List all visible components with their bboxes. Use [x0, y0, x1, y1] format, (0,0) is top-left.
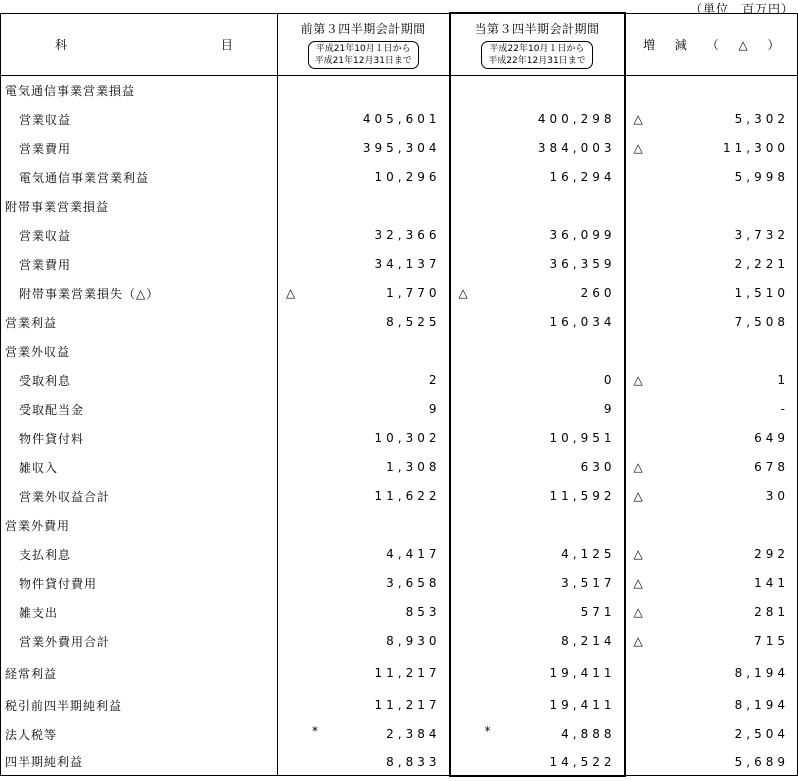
curr-range-end: 平成22年12月31日まで [488, 56, 586, 66]
curr-value-cell [450, 395, 625, 424]
prev-value-cell [278, 482, 450, 511]
prev-value-cell [278, 569, 450, 598]
curr-value-cell [450, 76, 625, 105]
row-label: 物件貸付料 [1, 424, 278, 453]
curr-value: 36,099 [549, 228, 616, 242]
curr-value-cell [450, 192, 625, 221]
note-asterisk: * [312, 723, 318, 738]
change-value-cell [625, 366, 798, 395]
change-value-cell [625, 221, 798, 250]
prev-value-cell [278, 221, 450, 250]
prev-value-cell [278, 720, 450, 749]
change-value: 281 [754, 605, 789, 619]
prev-value-cell [278, 134, 450, 163]
change-value: 292 [754, 547, 789, 561]
change-header-4: △ [738, 37, 748, 52]
prev-value: 8,930 [386, 634, 441, 648]
change-value: 1 [777, 373, 789, 387]
row-label: 電気通信事業営業損益 [1, 76, 278, 105]
prev-value-cell [278, 366, 450, 395]
row-label: 営業外収益合計 [1, 482, 278, 511]
negative-mark: △ [633, 576, 643, 590]
prev-value: 405,601 [362, 112, 441, 126]
row-label: 電気通信事業営業利益 [1, 163, 278, 192]
prev-value: 2,384 [386, 727, 441, 741]
negative-mark: △ [633, 489, 643, 503]
row-label: 四半期純利益 [1, 749, 278, 776]
table-row [1, 366, 798, 395]
unit-label: （単位 百万円） [689, 2, 794, 16]
curr-value: 19,411 [549, 666, 616, 680]
prev-value-cell [278, 395, 450, 424]
row-label: 受取配当金 [1, 395, 278, 424]
curr-value-cell [450, 105, 625, 134]
prev-value-cell [278, 250, 450, 279]
prev-value-cell [278, 627, 450, 656]
prev-period-header [278, 13, 450, 76]
table-row [1, 76, 798, 105]
curr-value: 4,888 [561, 727, 616, 741]
negative-mark: △ [633, 373, 643, 387]
curr-value-cell [450, 453, 625, 482]
prev-value-cell [278, 76, 450, 105]
change-value-cell [625, 192, 798, 221]
table-row [1, 163, 798, 192]
table-row [1, 134, 798, 163]
curr-value-cell [450, 308, 625, 337]
table-row [1, 691, 798, 720]
change-header-2: 減 [674, 37, 687, 52]
curr-value: 16,294 [549, 170, 616, 184]
table-row [1, 749, 798, 776]
prev-value-cell [278, 749, 450, 776]
change-value: 5,302 [734, 112, 789, 126]
table-row [1, 221, 798, 250]
table-row [1, 453, 798, 482]
prev-value: 10,296 [374, 170, 441, 184]
prev-value-cell [278, 511, 450, 540]
change-header-1: 増 [642, 37, 655, 52]
curr-value-cell [450, 691, 625, 720]
table-row [1, 511, 798, 540]
row-label: 物件貸付費用 [1, 569, 278, 598]
table-row [1, 656, 798, 691]
change-header [625, 13, 798, 76]
curr-value: 571 [580, 605, 616, 619]
prev-value-cell [278, 540, 450, 569]
prev-value: 8,525 [386, 315, 441, 329]
row-label: 受取利息 [1, 366, 278, 395]
prev-value: 11,622 [374, 489, 441, 503]
curr-value: 16,034 [549, 315, 616, 329]
change-value: 11,300 [723, 141, 789, 155]
table-row [1, 569, 798, 598]
change-header-3: （ [706, 37, 719, 52]
row-label: 営業費用 [1, 134, 278, 163]
change-value: 8,194 [734, 698, 789, 712]
table-row [1, 308, 798, 337]
prev-value: 2 [428, 373, 441, 387]
table-row [1, 337, 798, 366]
prev-value: 8,833 [386, 754, 441, 769]
prev-range-end: 平成21年12月31日まで [314, 55, 412, 66]
change-value-cell [625, 76, 798, 105]
change-value-cell [625, 598, 798, 627]
prev-value: 395,304 [362, 141, 441, 155]
change-value: 8,194 [734, 666, 789, 680]
change-value-cell [625, 250, 798, 279]
note-asterisk: * [484, 723, 491, 738]
curr-value: 9 [603, 402, 616, 416]
row-label: 営業外費用合計 [1, 627, 278, 656]
change-value: 1,510 [734, 286, 789, 300]
curr-value: 260 [580, 286, 616, 300]
row-label: 附帯事業営業損益 [1, 192, 278, 221]
income-statement-table [0, 12, 798, 777]
subject-header-left: 科 [55, 37, 68, 52]
prev-value: 4,417 [386, 547, 441, 561]
prev-value: 853 [405, 605, 441, 619]
subject-header [1, 13, 278, 76]
curr-value-cell [450, 424, 625, 453]
table-row [1, 598, 798, 627]
change-value-cell [625, 656, 798, 691]
curr-value: 10,951 [549, 431, 616, 445]
row-label: 営業費用 [1, 250, 278, 279]
change-value-cell [625, 337, 798, 366]
row-label: 営業外収益 [1, 337, 278, 366]
prev-value-cell [278, 192, 450, 221]
negative-mark: △ [633, 605, 643, 619]
change-value: 7,508 [734, 315, 789, 329]
prev-value-cell [278, 598, 450, 627]
row-label: 営業外費用 [1, 511, 278, 540]
prev-value-cell [278, 163, 450, 192]
row-label: 支払利息 [1, 540, 278, 569]
row-label: 税引前四半期純利益 [1, 691, 278, 720]
table-row [1, 250, 798, 279]
change-value-cell [625, 395, 798, 424]
curr-value-cell [450, 598, 625, 627]
negative-mark: △ [633, 141, 643, 155]
prev-value: 9 [428, 402, 441, 416]
change-value-cell [625, 163, 798, 192]
row-label: 附帯事業営業損失（△） [1, 279, 278, 308]
change-value: 141 [754, 576, 789, 590]
change-value: 649 [754, 431, 789, 445]
prev-range-start: 平成21年10月１日から [315, 43, 411, 54]
curr-value: 4,125 [561, 547, 616, 561]
change-value: 5,998 [734, 170, 789, 184]
change-value: 678 [754, 460, 789, 474]
curr-value: 384,003 [537, 141, 616, 155]
row-label: 営業利益 [1, 308, 278, 337]
curr-value-cell [450, 250, 625, 279]
prev-value: 11,217 [374, 698, 441, 712]
curr-value-cell [450, 627, 625, 656]
change-value-cell [625, 105, 798, 134]
change-value-cell [625, 691, 798, 720]
curr-value: 8,214 [561, 634, 616, 648]
curr-value: 0 [603, 373, 616, 387]
curr-value-cell [450, 163, 625, 192]
change-value: 2,504 [734, 727, 789, 741]
table-row [1, 540, 798, 569]
row-label: 営業収益 [1, 105, 278, 134]
change-value-cell [625, 482, 798, 511]
change-value: 3,732 [734, 228, 789, 242]
curr-value-cell [450, 511, 625, 540]
curr-value-cell [450, 134, 625, 163]
curr-value: 14,522 [549, 754, 616, 769]
prev-value-cell [278, 308, 450, 337]
change-value: - [780, 402, 789, 416]
curr-value: 630 [580, 460, 616, 474]
row-label: 雑支出 [1, 598, 278, 627]
table-row [1, 627, 798, 656]
table-row [1, 482, 798, 511]
curr-value-cell [450, 279, 625, 308]
negative-mark: △ [633, 634, 643, 648]
curr-value-cell [450, 540, 625, 569]
change-value: 5,689 [734, 754, 789, 769]
change-value-cell [625, 424, 798, 453]
prev-value: 11,217 [374, 666, 441, 680]
curr-range-start: 平成22年10月１日から [489, 44, 585, 54]
change-value-cell [625, 511, 798, 540]
curr-value: 3,517 [561, 576, 616, 590]
prev-value: 3,658 [386, 576, 441, 590]
table-row [1, 192, 798, 221]
prev-period-range [308, 41, 419, 69]
table-row [1, 424, 798, 453]
change-value: 715 [754, 634, 789, 648]
negative-mark: △ [286, 286, 296, 300]
curr-value-cell [450, 569, 625, 598]
curr-value-cell [450, 720, 625, 749]
prev-period-title: 前第３四半期会計期間 [300, 21, 426, 36]
curr-value-cell [450, 337, 625, 366]
change-header-5: ） [767, 37, 780, 52]
prev-value-cell [278, 656, 450, 691]
header-row [1, 13, 798, 76]
change-value: 30 [765, 489, 789, 503]
change-value-cell [625, 134, 798, 163]
change-value-cell [625, 540, 798, 569]
curr-value-cell [450, 482, 625, 511]
prev-value-cell [278, 337, 450, 366]
negative-mark: △ [458, 286, 468, 300]
table-row [1, 395, 798, 424]
change-value-cell [625, 749, 798, 776]
negative-mark: △ [633, 547, 643, 561]
change-value-cell [625, 720, 798, 749]
prev-value: 10,302 [374, 431, 441, 445]
curr-value-cell [450, 366, 625, 395]
curr-period-header [450, 13, 625, 76]
negative-mark: △ [633, 112, 643, 126]
change-value-cell [625, 453, 798, 482]
curr-value-cell [450, 656, 625, 691]
prev-value-cell [278, 691, 450, 720]
curr-period-range [481, 41, 592, 69]
row-label: 経常利益 [1, 656, 278, 691]
row-label: 雑収入 [1, 453, 278, 482]
curr-value: 19,411 [549, 698, 616, 712]
curr-value-cell [450, 749, 625, 776]
change-value-cell [625, 308, 798, 337]
subject-header-right: 目 [220, 37, 233, 52]
curr-value: 11,592 [549, 489, 616, 503]
table-row [1, 720, 798, 749]
change-value-cell [625, 627, 798, 656]
row-label: 法人税等 [1, 720, 278, 749]
curr-value-cell [450, 221, 625, 250]
curr-value: 36,359 [549, 257, 616, 271]
negative-mark: △ [633, 460, 643, 474]
row-label: 営業収益 [1, 221, 278, 250]
table-row [1, 105, 798, 134]
prev-value-cell [278, 105, 450, 134]
prev-value: 34,137 [374, 257, 441, 271]
prev-value: 1,770 [386, 286, 441, 300]
prev-value: 32,366 [374, 228, 441, 242]
prev-value-cell [278, 453, 450, 482]
prev-value: 1,308 [386, 460, 441, 474]
prev-value-cell [278, 279, 450, 308]
curr-period-title: 当第３四半期会計期間 [474, 22, 600, 36]
change-value: 2,221 [734, 257, 789, 271]
prev-value-cell [278, 424, 450, 453]
change-value-cell [625, 569, 798, 598]
table-row [1, 279, 798, 308]
curr-value: 400,298 [537, 112, 616, 126]
change-value-cell [625, 279, 798, 308]
